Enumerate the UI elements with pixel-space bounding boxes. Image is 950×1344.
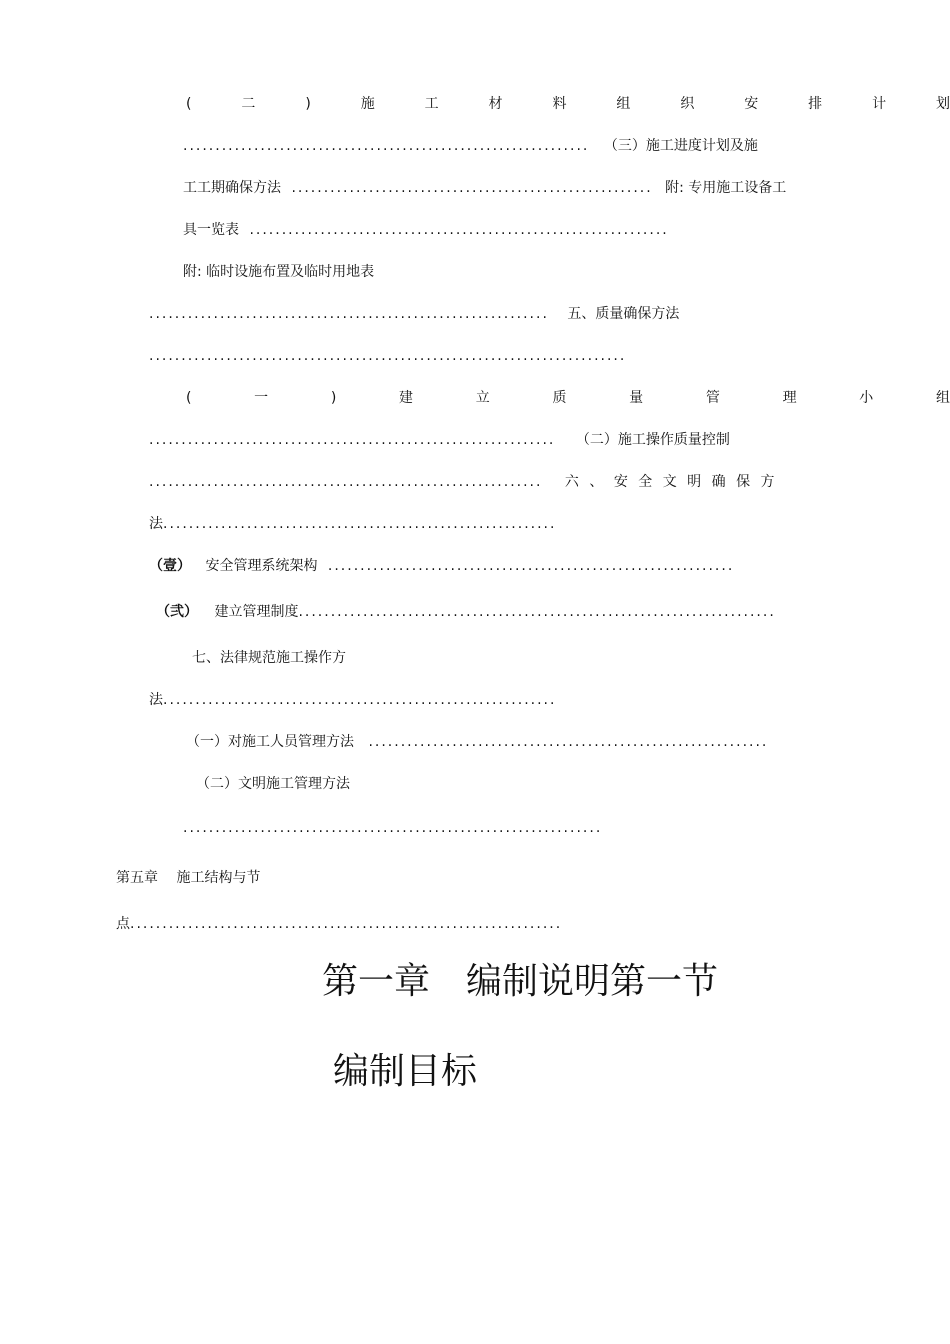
toc-line-schedule-method xyxy=(183,178,786,198)
toc-entry-text: 具一览表 xyxy=(183,222,239,238)
spread-char: 排 xyxy=(808,96,823,112)
toc-entry-text: 附: 专用施工设备工 xyxy=(665,180,787,196)
spread-char: 安 xyxy=(744,96,759,112)
spread-char: 计 xyxy=(872,96,887,112)
section-number: （弐） xyxy=(156,604,198,620)
toc-line-safety-method xyxy=(149,514,556,534)
toc-line-legal-operation xyxy=(192,648,346,668)
toc-entry-text: 六 、 安 全 文 明 确 保 方 xyxy=(564,474,778,490)
toc-line-quality-group xyxy=(186,388,950,408)
spread-char: 小 xyxy=(859,390,874,406)
spread-char: 理 xyxy=(782,390,797,406)
toc-entry-text: （二）文明施工管理方法 xyxy=(196,776,350,792)
toc-line-civilized-construction xyxy=(196,774,350,794)
toc-entry-text: 法 xyxy=(149,692,163,708)
leader-dots: ............................................................... xyxy=(183,138,590,154)
toc-line-leader xyxy=(149,346,626,366)
leader-dots: ................................................................. xyxy=(249,222,669,238)
leader-dots: .............................................................. xyxy=(368,734,769,750)
spread-char: 管 xyxy=(705,390,720,406)
spread-char: ( xyxy=(186,390,192,406)
section-heading: 编制目标 xyxy=(333,1051,478,1092)
leader-dots: ............................................................... xyxy=(149,432,556,448)
toc-entry-text: 点 xyxy=(116,916,130,932)
spread-char: 量 xyxy=(629,390,644,406)
spread-char: 建 xyxy=(399,390,414,406)
toc-line-equipment-list xyxy=(183,220,669,240)
spread-char: ) xyxy=(330,390,337,406)
toc-line-management-rules xyxy=(156,602,776,622)
leader-dots: ............................................................. xyxy=(163,692,557,708)
spread-char: 二 xyxy=(241,96,256,112)
spread-char: 材 xyxy=(488,96,503,112)
toc-line-legal-method xyxy=(149,690,556,710)
chapter-heading: 第一章 编制说明第一节 xyxy=(322,961,719,1002)
toc-entry-text: （一）对施工人员管理方法 xyxy=(186,734,354,750)
spread-char: 工 xyxy=(424,96,439,112)
toc-entry-text: 建立管理制度 xyxy=(214,604,299,620)
leader-dots: ............................................................. xyxy=(163,516,557,532)
toc-entry-text: 附: 临时设施布置及临时用地表 xyxy=(183,264,375,280)
spread-char: 组 xyxy=(935,390,950,406)
spread-char: 划 xyxy=(936,96,950,112)
toc-line-chapter-five xyxy=(116,868,260,888)
toc-entry-text: 安全管理系统架构 xyxy=(205,558,318,574)
leader-dots: ................................................................. xyxy=(183,820,603,836)
spread-char: ) xyxy=(305,96,311,112)
spread-char: 料 xyxy=(552,96,567,112)
spread-char: 立 xyxy=(475,390,490,406)
toc-line-materials-plan xyxy=(186,94,950,114)
leader-dots: .......................................................................... xyxy=(298,604,776,620)
leader-dots: ............................................................... xyxy=(327,558,735,574)
toc-entry-text: 工工期确保方法 xyxy=(183,180,281,196)
toc-line-quality-control xyxy=(149,430,730,450)
section-number: （壹） xyxy=(149,558,191,574)
toc-entry-text: （三）施工进度计划及施 xyxy=(603,138,758,154)
toc-entry-text: （二）施工操作质量控制 xyxy=(575,432,730,448)
toc-entry-text: 五、质量确保方法 xyxy=(567,306,680,322)
spread-char: 质 xyxy=(552,390,567,406)
leader-dots: .......................................................................... xyxy=(149,348,627,364)
toc-line-chapter-five-cont xyxy=(116,914,562,934)
leader-dots: ................................................................... xyxy=(130,916,563,932)
leader-dots: ............................................................. xyxy=(149,474,543,490)
toc-entry-text: 法 xyxy=(149,516,163,532)
leader-dots: .............................................................. xyxy=(149,306,549,322)
toc-line-quality-assurance xyxy=(149,304,679,324)
toc-line-worker-management xyxy=(186,732,768,752)
spread-char: 施 xyxy=(360,96,375,112)
spread-char: ( xyxy=(186,96,192,112)
toc-line-leader xyxy=(183,818,602,838)
spread-char: 一 xyxy=(254,390,269,406)
toc-entry-text: 七、法律规范施工操作方 xyxy=(192,650,346,666)
spread-char: 织 xyxy=(680,96,695,112)
toc-line-safety-system xyxy=(149,556,734,576)
toc-line-safety-civilization xyxy=(149,472,778,492)
leader-dots: ........................................................ xyxy=(291,180,653,196)
spread-char: 组 xyxy=(616,96,631,112)
toc-entry-text: 第五章 施工结构与节 xyxy=(116,870,261,886)
toc-line-progress-plan xyxy=(183,136,758,156)
toc-line-temp-facilities xyxy=(183,262,374,282)
